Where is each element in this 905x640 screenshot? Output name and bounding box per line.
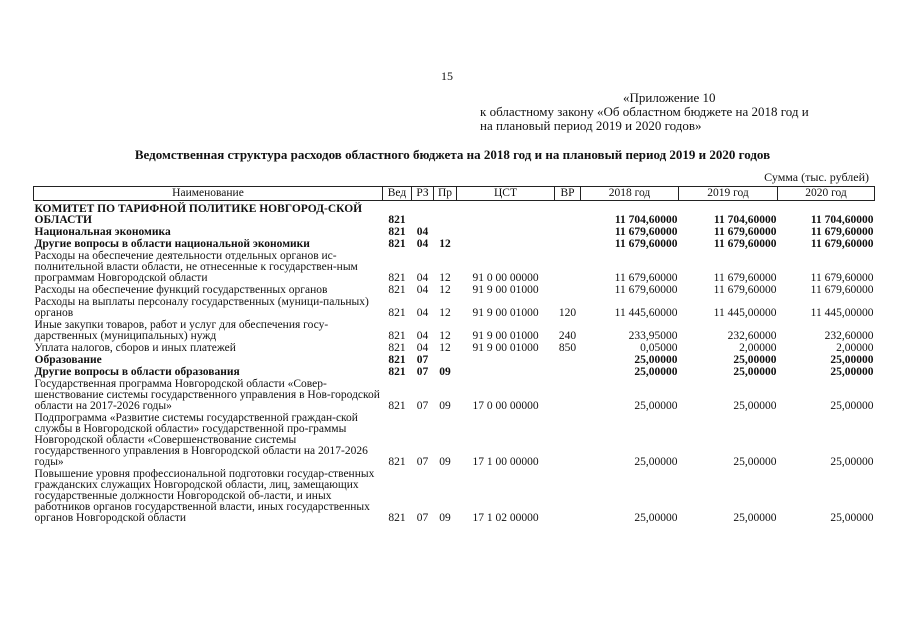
- row-vr: [555, 379, 581, 413]
- row-cst: [457, 201, 555, 228]
- row-cst: 91 9 00 01000: [472, 307, 539, 319]
- row-2018: 11 445,60000: [614, 307, 678, 319]
- row-2018: 25,00000: [634, 400, 678, 412]
- row-2018: 0,05000: [640, 342, 678, 354]
- column-header-2019: 2019 год: [679, 187, 778, 201]
- column-header-ved: Вед: [383, 187, 412, 201]
- row-cst: [457, 227, 555, 239]
- row-pr: 09: [439, 366, 451, 378]
- row-rz: 07: [416, 456, 429, 468]
- row-rz: 04: [416, 330, 429, 342]
- table-row: [34, 469, 875, 525]
- row-rz: 04: [416, 284, 429, 296]
- row-2018: 25,00000: [634, 366, 678, 378]
- row-rz: 04: [416, 226, 429, 238]
- row-2020: 11 679,60000: [810, 226, 874, 238]
- row-ved: 821: [388, 238, 406, 250]
- row-rz: 04: [416, 272, 429, 284]
- row-2020: 11 679,60000: [810, 284, 874, 296]
- row-vr: [555, 355, 581, 367]
- row-vr: [555, 201, 581, 228]
- row-name: Государственная программа Новгородской области «Совер-шенствование системы государственного управления в Нов-городской области на 2017-2026 годы»: [34, 378, 380, 412]
- appendix-line-1: «Приложение 10: [623, 90, 716, 105]
- row-cst: 91 9 00 01000: [472, 284, 539, 296]
- column-header-2020: 2020 год: [778, 187, 875, 201]
- budget-table: [33, 186, 875, 525]
- row-rz: [412, 201, 434, 228]
- column-header-2018: 2018 год: [581, 187, 679, 201]
- row-pr: 12: [439, 272, 451, 284]
- appendix-line-3: на плановый период 2019 и 2020 годов»: [480, 118, 702, 133]
- row-2018: 11 679,60000: [614, 284, 678, 296]
- row-rz: 07: [416, 512, 429, 524]
- row-vr: 850: [558, 342, 577, 354]
- row-2020: 11 704,60000: [810, 214, 874, 226]
- row-name: Повышение уровня профессиональной подготовки государ-ственных гражданских служащих Новгородской области, лиц, замещающих государственные должности Новгородской об-ласти, и иных работников органов государственной власти, иных государственных органов Новгородской области: [34, 468, 375, 524]
- row-pr: 09: [439, 456, 451, 468]
- column-header-rz: РЗ: [412, 187, 434, 201]
- row-ved: 821: [388, 330, 406, 342]
- row-name: Расходы на выплаты персоналу государственных (муници-пальных) органов: [34, 296, 369, 319]
- row-ved: 821: [388, 456, 406, 468]
- row-2018: 25,00000: [634, 456, 678, 468]
- appendix-header: [480, 91, 809, 133]
- row-name: Расходы на обеспечение деятельности отдельных органов ис-полнительной власти области, не отнесенные к государствен-ным программам Новгородской области: [34, 250, 358, 284]
- row-ved: 821: [388, 284, 406, 296]
- document-title: Ведомственная структура расходов областного бюджета на 2018 год и на плановый период 2019 и 2020 годов: [134, 147, 771, 162]
- table-row: [34, 413, 875, 469]
- row-vr: 120: [558, 307, 577, 319]
- row-name: КОМИТЕТ ПО ТАРИФНОЙ ПОЛИТИКЕ НОВГОРОД-СКОЙ ОБЛАСТИ: [34, 203, 363, 226]
- row-pr: [434, 201, 457, 228]
- row-2020: 11 679,60000: [810, 238, 874, 250]
- row-name: Подпрограмма «Развитие системы государственной граждан-ской службы в Новгородской области» государственной про-граммы Новгородской области «Совершенствование системы государственного управления в Новгородской области на 2017-2026 годы»: [34, 412, 368, 468]
- row-vr: 240: [558, 330, 577, 342]
- row-2020: 25,00000: [830, 354, 874, 366]
- row-2018: 11 704,60000: [614, 214, 678, 226]
- row-pr: 09: [439, 512, 451, 524]
- row-vr: [555, 413, 581, 469]
- row-ved: 821: [388, 226, 406, 238]
- row-2019: 25,00000: [733, 354, 777, 366]
- row-ved: 821: [388, 214, 406, 226]
- row-name: Расходы на обеспечение функций государственных органов: [34, 284, 328, 296]
- row-ved: 821: [388, 342, 406, 354]
- table-header-row: [34, 187, 875, 201]
- row-cst: 91 9 00 01000: [472, 342, 539, 354]
- row-rz: 04: [416, 238, 429, 250]
- row-pr: 12: [439, 307, 451, 319]
- row-vr: [555, 227, 581, 239]
- row-ved: 821: [388, 354, 406, 366]
- row-ved: 821: [388, 272, 406, 284]
- row-ved: 821: [388, 512, 406, 524]
- page-number: 15: [441, 69, 453, 83]
- row-2020: 2,00000: [836, 342, 874, 354]
- row-name: Иные закупки товаров, работ и услуг для обеспечения госу-дарственных (муниципальных) нужд: [34, 319, 329, 342]
- row-2020: 25,00000: [830, 366, 874, 378]
- row-cst: [457, 355, 555, 367]
- row-ved: 821: [388, 307, 406, 319]
- row-2020: 25,00000: [830, 512, 874, 524]
- table-row: [34, 379, 875, 413]
- row-cst: 17 0 00 00000: [472, 400, 539, 412]
- row-cst: 17 1 00 00000: [472, 456, 539, 468]
- row-pr: 12: [439, 238, 451, 250]
- row-2020: 232,60000: [824, 330, 874, 342]
- table-row: [34, 201, 875, 228]
- units-note: Сумма (тыс. рублей): [764, 170, 869, 184]
- row-2018: 11 679,60000: [614, 238, 678, 250]
- row-2019: 11 679,60000: [713, 226, 777, 238]
- row-2020: 11 445,00000: [810, 307, 874, 319]
- row-2018: 11 679,60000: [614, 272, 678, 284]
- row-2019: 11 679,60000: [713, 238, 777, 250]
- row-name: Уплата налогов, сборов и иных платежей: [34, 342, 236, 354]
- row-rz: 07: [416, 354, 429, 366]
- row-rz: 07: [416, 400, 429, 412]
- row-name: Национальная экономика: [34, 226, 171, 238]
- row-cst: 91 9 00 01000: [472, 330, 539, 342]
- row-2019: 25,00000: [733, 456, 777, 468]
- row-vr: [555, 239, 581, 251]
- row-name: Другие вопросы в области национальной экономики: [34, 238, 310, 250]
- row-2019: 11 704,60000: [713, 214, 777, 226]
- row-vr: [555, 251, 581, 285]
- row-2019: 11 445,00000: [713, 307, 777, 319]
- row-name: Образование: [34, 354, 102, 366]
- appendix-line-2: к областному закону «Об областном бюджете на 2018 год и: [480, 104, 809, 119]
- row-cst: [457, 239, 555, 251]
- row-2020: 25,00000: [830, 456, 874, 468]
- row-cst: [457, 367, 555, 379]
- row-2019: 25,00000: [733, 400, 777, 412]
- row-2019: 11 679,60000: [713, 284, 777, 296]
- row-vr: [555, 367, 581, 379]
- row-2018: 25,00000: [634, 512, 678, 524]
- row-cst: 91 0 00 00000: [472, 272, 539, 284]
- row-pr: 12: [439, 284, 451, 296]
- row-2019: 25,00000: [733, 512, 777, 524]
- column-header-pr: Пр: [434, 187, 457, 201]
- column-header-vr: ВР: [555, 187, 581, 201]
- column-header-name: Наименование: [34, 187, 383, 201]
- row-pr: 09: [439, 400, 451, 412]
- row-rz: 07: [416, 366, 429, 378]
- row-vr: [555, 469, 581, 525]
- row-2018: 11 679,60000: [614, 226, 678, 238]
- row-pr: 12: [439, 342, 451, 354]
- column-header-cst: ЦСТ: [457, 187, 555, 201]
- row-pr: 12: [439, 330, 451, 342]
- row-2019: 2,00000: [739, 342, 777, 354]
- row-rz: 04: [416, 307, 429, 319]
- row-2018: 25,00000: [634, 354, 678, 366]
- row-2019: 232,60000: [727, 330, 777, 342]
- row-2019: 25,00000: [733, 366, 777, 378]
- row-2018: 233,95000: [628, 330, 678, 342]
- table-row: [34, 297, 875, 320]
- row-name: Другие вопросы в области образования: [34, 366, 240, 378]
- table-row: [34, 320, 875, 343]
- row-2019: 11 679,60000: [713, 272, 777, 284]
- row-rz: 04: [416, 342, 429, 354]
- row-vr: [555, 285, 581, 297]
- row-cst: 17 1 02 00000: [472, 512, 539, 524]
- row-2020: 11 679,60000: [810, 272, 874, 284]
- row-ved: 821: [388, 366, 406, 378]
- table-row: [34, 251, 875, 285]
- row-2020: 25,00000: [830, 400, 874, 412]
- row-ved: 821: [388, 400, 406, 412]
